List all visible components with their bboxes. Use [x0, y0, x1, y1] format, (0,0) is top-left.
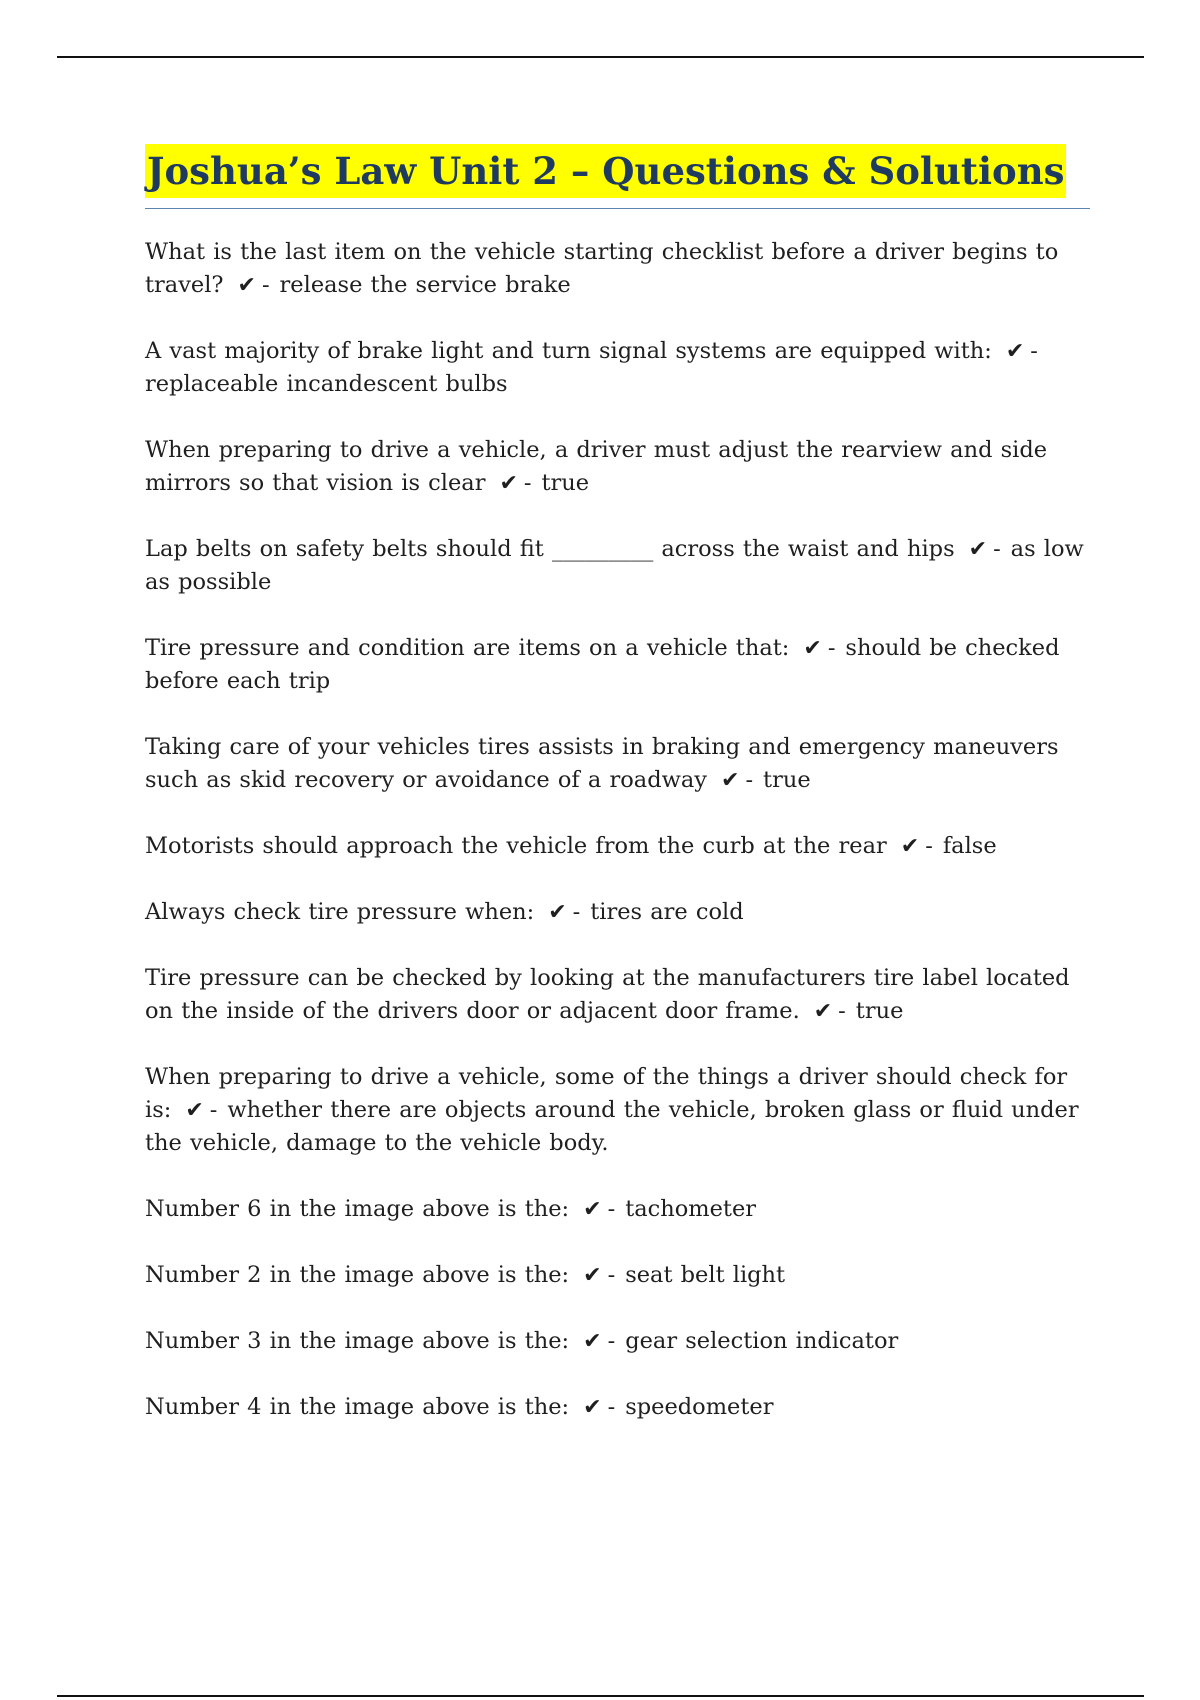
qa-item: [145, 896, 1090, 929]
answer-text: true: [763, 767, 811, 793]
question-text: When preparing to drive a vehicle, a driver must adjust the rearview and side mirrors so that vision is clear: [145, 437, 1048, 496]
answer-separator: -: [838, 998, 846, 1024]
question-text: Number 4 in the image above is the:: [145, 1394, 570, 1420]
qa-item: [145, 731, 1090, 797]
question-text: Taking care of your vehicles tires assists in braking and emergency maneuvers such as skid recovery or avoidance of a roadway: [145, 734, 1059, 793]
answer-separator: -: [1030, 338, 1038, 364]
answer-text: gear selection indicator: [625, 1328, 899, 1354]
question-text: Lap belts on safety belts should fit _________ across the waist and hips: [145, 536, 955, 562]
answer-text: replaceable incandescent bulbs: [145, 371, 508, 397]
checkmark-icon: ✔: [583, 1329, 602, 1354]
question-text: What is the last item on the vehicle starting checklist before a driver begins to travel?: [145, 239, 1059, 298]
title-block: [145, 140, 1090, 209]
qa-item: [145, 533, 1090, 599]
checkmark-icon: ✔: [583, 1263, 602, 1288]
question-text: Always check tire pressure when:: [145, 899, 535, 925]
answer-text: true: [541, 470, 590, 496]
answer-text: seat belt light: [625, 1262, 786, 1288]
answer-separator: -: [261, 272, 270, 298]
answer-separator: -: [993, 536, 1001, 562]
checkmark-icon: ✔: [900, 834, 920, 859]
question-text: Tire pressure can be checked by looking at the manufacturers tire label located on the inside of the drivers door or adjacent door frame.: [145, 965, 1070, 1024]
answer-separator: -: [827, 635, 836, 661]
qa-item: [145, 632, 1090, 698]
answer-text: tires are cold: [590, 899, 744, 925]
answer-separator: -: [607, 1394, 616, 1420]
question-text: Number 2 in the image above is the:: [145, 1262, 570, 1288]
qa-item: [145, 1391, 1090, 1424]
answer-text: speedometer: [625, 1394, 774, 1420]
answer-text: tachometer: [625, 1196, 757, 1222]
question-text: When preparing to drive a vehicle, some of the things a driver should check for is:: [145, 1064, 1068, 1123]
answer-text: as low as possible: [145, 536, 1084, 595]
page-top-rule: [57, 56, 1144, 58]
checkmark-icon: ✔: [803, 636, 822, 661]
qa-item: [145, 236, 1090, 302]
answer-text: release the service brake: [279, 272, 571, 298]
checkmark-icon: ✔: [721, 768, 740, 793]
checkmark-icon: ✔: [1005, 339, 1025, 364]
checkmark-icon: ✔: [583, 1197, 602, 1222]
qa-item: [145, 434, 1090, 500]
qa-list: [145, 236, 1090, 1457]
checkmark-icon: ✔: [237, 273, 256, 298]
answer-text: true: [855, 998, 904, 1024]
question-text: Number 3 in the image above is the:: [145, 1328, 570, 1354]
answer-separator: -: [925, 833, 933, 859]
answer-separator: -: [572, 899, 581, 925]
answer-separator: -: [745, 767, 754, 793]
answer-separator: -: [209, 1097, 218, 1123]
page-title: Joshua’s Law Unit 2 – Questions & Solutions: [145, 144, 1066, 198]
checkmark-icon: ✔: [968, 537, 988, 562]
qa-item: [145, 1061, 1090, 1160]
qa-item: [145, 1259, 1090, 1292]
answer-text: whether there are objects around the vehicle, broken glass or fluid under the vehicle, damage to the vehicle body.: [145, 1097, 1079, 1156]
question-text: A vast majority of brake light and turn signal systems are equipped with:: [145, 338, 992, 364]
checkmark-icon: ✔: [185, 1098, 204, 1123]
qa-item: [145, 1193, 1090, 1226]
answer-separator: -: [523, 470, 532, 496]
answer-separator: -: [607, 1262, 616, 1288]
qa-item: [145, 962, 1090, 1028]
checkmark-icon: ✔: [548, 900, 567, 925]
answer-text: should be checked before each trip: [145, 635, 1060, 694]
qa-item: [145, 335, 1090, 401]
answer-separator: -: [607, 1328, 616, 1354]
answer-text: false: [942, 833, 997, 859]
qa-item: [145, 1325, 1090, 1358]
question-text: Motorists should approach the vehicle from the curb at the rear: [145, 833, 887, 859]
qa-item: [145, 830, 1090, 863]
question-text: Tire pressure and condition are items on a vehicle that:: [145, 635, 790, 661]
page-bottom-rule: [57, 1695, 1144, 1697]
checkmark-icon: ✔: [499, 471, 518, 496]
answer-separator: -: [607, 1196, 616, 1222]
question-text: Number 6 in the image above is the:: [145, 1196, 570, 1222]
checkmark-icon: ✔: [583, 1395, 602, 1420]
checkmark-icon: ✔: [813, 999, 833, 1024]
